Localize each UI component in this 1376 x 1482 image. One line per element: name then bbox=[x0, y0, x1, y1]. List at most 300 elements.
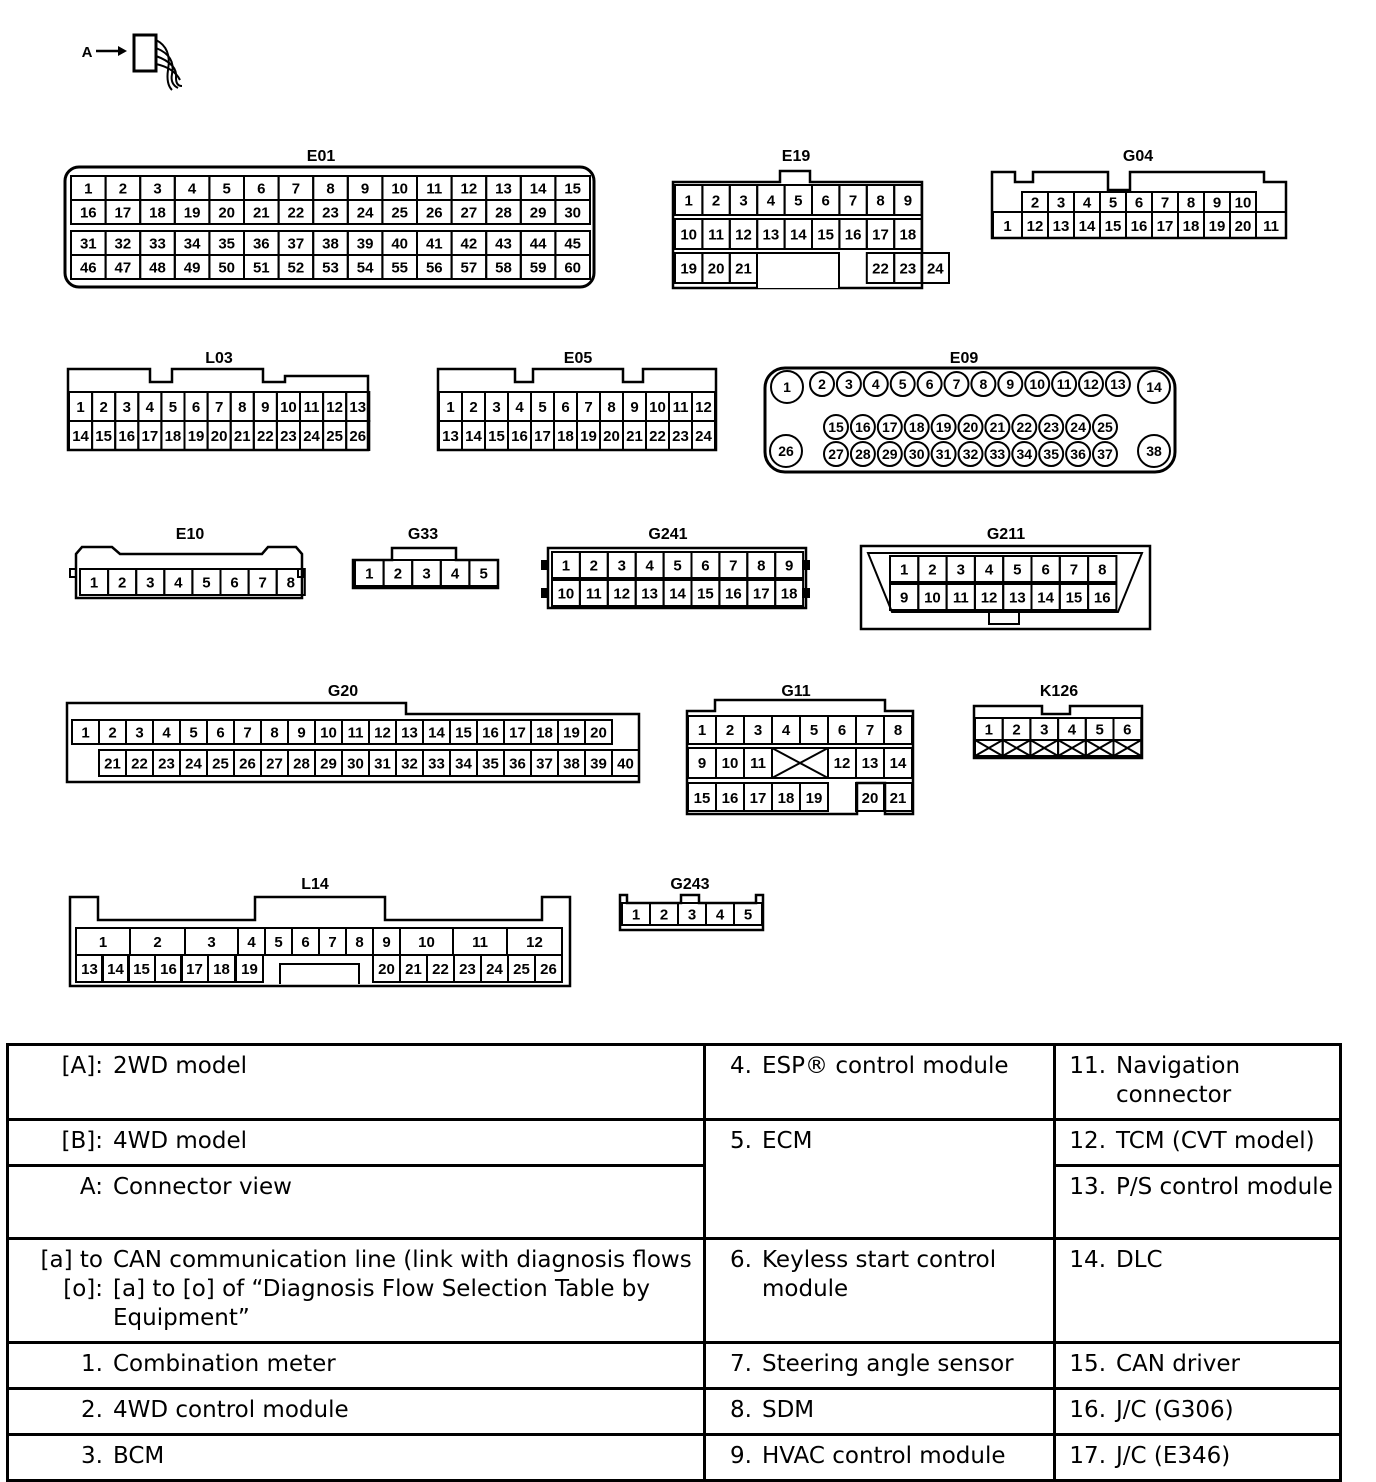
pin-label: 12 bbox=[374, 724, 391, 742]
connector-view-icon bbox=[96, 35, 182, 90]
pin-label: 3 bbox=[207, 934, 216, 951]
pin-label: 12 bbox=[1026, 218, 1044, 235]
pin-label: 14 bbox=[669, 585, 686, 603]
pin-label: 3 bbox=[146, 574, 155, 592]
pin-label: 32 bbox=[962, 446, 979, 462]
pin-label: 4 bbox=[247, 934, 256, 951]
pin-label: 36 bbox=[252, 235, 270, 253]
pin-label: 20 bbox=[1234, 218, 1252, 235]
pin-label: 1 bbox=[899, 561, 909, 579]
pin-label: 12 bbox=[695, 399, 712, 416]
pin-label: 9 bbox=[697, 755, 707, 772]
pin-label: 15 bbox=[95, 428, 112, 445]
pin-label: 22 bbox=[1016, 419, 1033, 435]
pin-label: 46 bbox=[79, 259, 97, 277]
pin-label: 7 bbox=[584, 399, 593, 416]
pin-label: 5 bbox=[538, 399, 547, 416]
pin-label: 21 bbox=[233, 428, 251, 445]
pin-label: 24 bbox=[695, 428, 712, 445]
pin-label: 31 bbox=[79, 235, 97, 253]
pin-label: 2 bbox=[108, 724, 117, 742]
pin-label: 29 bbox=[320, 755, 337, 773]
pin-label: 15 bbox=[133, 961, 150, 978]
pin-label: 3 bbox=[753, 722, 763, 739]
pin-label: 6 bbox=[701, 557, 710, 575]
pin-label: 10 bbox=[557, 585, 575, 603]
pin-label: 54 bbox=[356, 259, 374, 277]
legend-cell: 15. CAN driver bbox=[1055, 1343, 1341, 1389]
pin-label: 4 bbox=[1082, 194, 1092, 212]
pin-label: 17 bbox=[1156, 218, 1174, 235]
pin-label: 9 bbox=[903, 192, 913, 210]
pin-label: 39 bbox=[590, 755, 607, 773]
pin-label: 52 bbox=[287, 259, 305, 277]
legend-cell: 8. SDM bbox=[705, 1389, 1055, 1435]
pin-label: 18 bbox=[780, 585, 798, 603]
pin-label: 14 bbox=[1146, 379, 1162, 395]
pin-label: 28 bbox=[855, 446, 871, 462]
pin-label: 8 bbox=[757, 557, 766, 575]
pin-label: 4 bbox=[766, 192, 776, 210]
pin-label: 20 bbox=[861, 790, 879, 807]
pin-label: 33 bbox=[149, 235, 166, 253]
pin-label: 35 bbox=[482, 755, 499, 773]
pin-label: 19 bbox=[580, 428, 597, 445]
legend-cell: A: Connector view bbox=[8, 1166, 705, 1239]
pin-label: 7 bbox=[291, 180, 301, 198]
pin-label: 30 bbox=[908, 446, 925, 462]
connector-title-e19: E19 bbox=[781, 148, 811, 165]
pin-label: 12 bbox=[613, 585, 631, 603]
pin-label: 38 bbox=[322, 235, 339, 253]
legend-cell: 16. J/C (G306) bbox=[1055, 1389, 1341, 1435]
pin-label: 23 bbox=[1043, 419, 1059, 435]
pin-label: 15 bbox=[828, 419, 844, 435]
pin-label: 1 bbox=[76, 399, 85, 416]
pin-label: 17 bbox=[534, 428, 551, 445]
pin-label: 6 bbox=[191, 399, 201, 416]
pin-label: 3 bbox=[492, 399, 501, 416]
pin-label: 16 bbox=[1130, 218, 1148, 235]
pin-label: 6 bbox=[230, 574, 239, 592]
pin-label: 20 bbox=[210, 428, 228, 445]
legend-table bbox=[6, 1043, 1342, 1482]
pin-label: 11 bbox=[303, 399, 320, 416]
pin-label: 26 bbox=[239, 755, 256, 773]
connector-title-g241: G241 bbox=[648, 526, 688, 543]
pin-label: 22 bbox=[649, 428, 666, 445]
pin-label: 1 bbox=[631, 906, 641, 924]
pin-label: 3 bbox=[1056, 194, 1066, 212]
pin-label: 29 bbox=[882, 446, 898, 462]
pin-label: 3 bbox=[122, 399, 131, 416]
pin-label: 48 bbox=[149, 259, 166, 277]
pin-label: 23 bbox=[280, 428, 297, 445]
pin-label: 38 bbox=[1146, 443, 1162, 459]
pin-label: 24 bbox=[356, 204, 374, 222]
pin-label: 5 bbox=[898, 376, 907, 392]
legend-cell: [B]: 4WD model bbox=[8, 1120, 705, 1166]
pin-label: 8 bbox=[1186, 194, 1196, 212]
pin-label: 2 bbox=[589, 557, 599, 575]
pin-label: 11 bbox=[952, 589, 969, 607]
pin-label: 18 bbox=[1182, 218, 1200, 235]
pin-label: 7 bbox=[865, 722, 875, 739]
pin-label: 4 bbox=[871, 376, 880, 392]
pin-label: 43 bbox=[495, 235, 512, 253]
pin-label: 6 bbox=[837, 722, 847, 739]
pin-label: 4 bbox=[187, 180, 197, 198]
connector-title-g04: G04 bbox=[1122, 148, 1154, 165]
pin-label: 18 bbox=[908, 419, 925, 435]
pin-label: 3 bbox=[422, 565, 431, 583]
pin-label: 12 bbox=[1083, 376, 1099, 392]
pin-label: 4 bbox=[645, 557, 654, 575]
pin-label: 19 bbox=[1208, 218, 1226, 235]
pin-label: 51 bbox=[252, 259, 270, 277]
pin-label: 2 bbox=[117, 574, 127, 592]
pin-label: 7 bbox=[243, 724, 252, 742]
pin-label: 1 bbox=[98, 934, 108, 951]
connector-title-e09: E09 bbox=[949, 350, 979, 367]
pin-label: 9 bbox=[360, 180, 370, 198]
pin-label: 1 bbox=[561, 557, 571, 575]
pin-label: 4 bbox=[781, 722, 791, 739]
pin-label: 34 bbox=[455, 755, 472, 773]
pin-label: 27 bbox=[828, 446, 844, 462]
pin-label: 47 bbox=[114, 259, 132, 277]
pin-label: 4 bbox=[450, 565, 460, 583]
pin-label: 2 bbox=[1030, 194, 1040, 212]
pin-label: 7 bbox=[729, 557, 738, 575]
legend-cell: 9. HVAC control module bbox=[705, 1435, 1055, 1481]
pin-label: 3 bbox=[153, 180, 162, 198]
pin-label: 15 bbox=[693, 790, 711, 807]
pin-label: 24 bbox=[303, 428, 320, 445]
pin-label: 41 bbox=[425, 235, 443, 253]
pin-label: 8 bbox=[607, 399, 616, 416]
pin-label: 34 bbox=[183, 235, 201, 253]
pin-label: 18 bbox=[899, 226, 917, 244]
pin-label: 13 bbox=[81, 961, 98, 978]
pin-label: 8 bbox=[1098, 561, 1107, 579]
pin-label: 2 bbox=[393, 565, 403, 583]
pin-label: 18 bbox=[557, 428, 574, 445]
pin-label: 6 bbox=[301, 934, 310, 951]
pin-label: 24 bbox=[926, 260, 944, 278]
pin-label: 7 bbox=[1069, 561, 1079, 579]
pin-label: 3 bbox=[1040, 721, 1049, 739]
pin-label: 9 bbox=[1006, 376, 1015, 392]
pin-label: 2 bbox=[99, 399, 108, 416]
pin-label: 4 bbox=[515, 399, 524, 416]
pin-label: 37 bbox=[287, 235, 305, 253]
pin-label: 14 bbox=[72, 428, 89, 445]
pin-label: 3 bbox=[687, 906, 697, 924]
pin-label: 37 bbox=[536, 755, 553, 773]
pin-label: 3 bbox=[617, 557, 626, 575]
pin-label: 4 bbox=[162, 724, 171, 742]
pin-label: 22 bbox=[287, 204, 305, 222]
connector-title-l03: L03 bbox=[205, 350, 233, 367]
pin-label: 11 bbox=[750, 755, 766, 772]
pin-label: 20 bbox=[218, 204, 236, 222]
pin-label: 11 bbox=[672, 399, 689, 416]
pin-label: 19 bbox=[680, 260, 698, 278]
pin-label: 28 bbox=[495, 204, 512, 222]
pin-label: 17 bbox=[872, 226, 889, 244]
pin-label: 37 bbox=[1097, 446, 1113, 462]
pin-label: 5 bbox=[743, 906, 753, 924]
pin-label: 6 bbox=[1123, 721, 1132, 739]
pin-label: 24 bbox=[1070, 419, 1086, 435]
pin-label: 8 bbox=[876, 192, 885, 210]
pin-label: 17 bbox=[749, 790, 767, 807]
pin-label: 9 bbox=[630, 399, 639, 416]
legend-cell: 14. DLC bbox=[1055, 1239, 1341, 1343]
pin-label: 3 bbox=[956, 561, 965, 579]
pin-label: 13 bbox=[495, 180, 512, 198]
pin-label: 10 bbox=[280, 399, 297, 416]
pin-label: 30 bbox=[564, 204, 582, 222]
pin-label: 17 bbox=[509, 724, 526, 742]
pin-label: 56 bbox=[425, 259, 443, 277]
pin-label: 24 bbox=[486, 961, 503, 978]
connector-title-e01: E01 bbox=[306, 148, 336, 165]
pin-label: 14 bbox=[107, 961, 124, 978]
pin-label: 2 bbox=[928, 561, 937, 579]
pin-label: 25 bbox=[513, 961, 530, 978]
pin-label: 5 bbox=[168, 399, 178, 416]
pin-label: 17 bbox=[141, 428, 159, 445]
pin-label: 8 bbox=[238, 399, 247, 416]
pin-label: 33 bbox=[989, 446, 1006, 462]
pin-label: 32 bbox=[401, 755, 418, 773]
pin-label: 1 bbox=[697, 722, 707, 739]
pin-label: 10 bbox=[721, 755, 739, 772]
pin-label: 13 bbox=[762, 226, 780, 244]
pin-label: 10 bbox=[418, 934, 435, 951]
pin-label: 11 bbox=[347, 724, 364, 742]
pin-label: 33 bbox=[428, 755, 445, 773]
pin-label: 12 bbox=[460, 180, 478, 198]
pin-label: 3 bbox=[845, 376, 853, 392]
pin-label: 10 bbox=[649, 399, 666, 416]
pin-label: 8 bbox=[893, 722, 903, 739]
pin-label: 11 bbox=[1056, 376, 1072, 392]
pin-label: 13 bbox=[1110, 376, 1126, 392]
pin-label: 14 bbox=[889, 755, 907, 772]
pin-label: 2 bbox=[711, 192, 721, 210]
pin-label: 7 bbox=[214, 399, 224, 416]
pin-label: 17 bbox=[114, 204, 132, 222]
pin-label: 22 bbox=[131, 755, 148, 773]
pin-label: 21 bbox=[104, 755, 121, 773]
pin-label: 29 bbox=[529, 204, 547, 222]
pin-label: 13 bbox=[641, 585, 658, 603]
pin-label: 10 bbox=[1029, 376, 1045, 392]
pin-label: 18 bbox=[536, 724, 553, 742]
pin-label: 1 bbox=[365, 565, 374, 583]
pin-label: 9 bbox=[297, 724, 306, 742]
pin-label: 53 bbox=[322, 259, 339, 277]
pin-label: 5 bbox=[189, 724, 198, 742]
pin-label: 6 bbox=[1134, 194, 1144, 212]
legend-cell: 13. P/S control module bbox=[1055, 1166, 1341, 1239]
pin-label: 16 bbox=[160, 961, 177, 978]
pin-label: 18 bbox=[149, 204, 166, 222]
pin-label: 7 bbox=[1160, 194, 1170, 212]
pin-label: 38 bbox=[563, 755, 580, 773]
pin-label: 10 bbox=[391, 180, 409, 198]
legend-cell: 7. Steering angle sensor bbox=[705, 1343, 1055, 1389]
pin-label: 1 bbox=[783, 379, 791, 395]
pin-label: 13 bbox=[401, 724, 418, 742]
pin-label: 19 bbox=[805, 790, 823, 807]
connector-title-e10: E10 bbox=[175, 526, 205, 543]
pin-label: 36 bbox=[509, 755, 526, 773]
pin-label: 4 bbox=[174, 574, 183, 592]
connector-title-l14: L14 bbox=[301, 876, 329, 893]
legend-cell: 11. Navigation connector bbox=[1055, 1045, 1341, 1120]
pin-label: 35 bbox=[1043, 446, 1059, 462]
pin-label: 3 bbox=[135, 724, 144, 742]
pin-label: 6 bbox=[216, 724, 225, 742]
pin-label: 59 bbox=[529, 259, 547, 277]
pin-label: 15 bbox=[488, 428, 505, 445]
view-marker-label: A bbox=[81, 44, 93, 61]
pin-label: 11 bbox=[585, 585, 602, 603]
pin-label: 10 bbox=[924, 589, 941, 607]
pin-label: 40 bbox=[391, 235, 409, 253]
pin-label: 14 bbox=[1078, 218, 1096, 235]
pin-label: 26 bbox=[540, 961, 557, 978]
pin-label: 5 bbox=[222, 180, 231, 198]
pin-label: 13 bbox=[1052, 218, 1070, 235]
legend-cell: 12. TCM (CVT model) bbox=[1055, 1120, 1341, 1166]
pin-label: 2 bbox=[153, 934, 162, 951]
pin-label: 24 bbox=[185, 755, 202, 773]
pin-label: 55 bbox=[391, 259, 409, 277]
pin-label: 12 bbox=[735, 226, 752, 244]
pin-label: 7 bbox=[848, 192, 858, 210]
pin-label: 15 bbox=[1065, 589, 1083, 607]
pin-label: 17 bbox=[752, 585, 770, 603]
pin-label: 42 bbox=[460, 235, 478, 253]
pin-label: 12 bbox=[980, 589, 998, 607]
pin-label: 26 bbox=[349, 428, 367, 445]
pin-label: 18 bbox=[164, 428, 182, 445]
pin-label: 4 bbox=[145, 399, 155, 416]
pin-label: 7 bbox=[328, 934, 337, 951]
pin-label: 6 bbox=[925, 376, 934, 392]
pin-label: 18 bbox=[777, 790, 795, 807]
pin-label: 17 bbox=[882, 419, 898, 435]
pin-label: 18 bbox=[213, 961, 230, 978]
pin-label: 57 bbox=[460, 259, 478, 277]
pin-label: 5 bbox=[673, 557, 682, 575]
pin-label: 5 bbox=[809, 722, 819, 739]
pin-label: 1 bbox=[89, 574, 99, 592]
pin-label: 11 bbox=[472, 934, 488, 951]
pin-label: 4 bbox=[715, 906, 725, 924]
pin-label: 16 bbox=[482, 724, 499, 742]
pin-label: 6 bbox=[1041, 561, 1050, 579]
pin-label: 16 bbox=[511, 428, 528, 445]
pin-label: 16 bbox=[118, 428, 136, 445]
pin-label: 5 bbox=[202, 574, 211, 592]
connector-title-k126: K126 bbox=[1039, 683, 1079, 700]
pin-label: 16 bbox=[855, 419, 871, 435]
pin-label: 12 bbox=[833, 755, 851, 772]
pin-label: 36 bbox=[1070, 446, 1086, 462]
legend-cell: 2. 4WD control module bbox=[8, 1389, 705, 1435]
pin-label: 6 bbox=[257, 180, 266, 198]
pin-label: 16 bbox=[1093, 589, 1111, 607]
pin-label: 21 bbox=[626, 428, 643, 445]
pin-label: 11 bbox=[1263, 218, 1279, 235]
legend-cell: [a] to [o]: CAN communication line (link with diagnosis flows [a] to [o] of “Diagnosis Flow Selection Table by Equipment” bbox=[8, 1239, 705, 1343]
pin-label: 8 bbox=[270, 724, 279, 742]
pin-label: 5 bbox=[1108, 194, 1118, 212]
legend-cell: [A]: 2WD model bbox=[8, 1045, 705, 1120]
pin-label: 14 bbox=[465, 428, 482, 445]
pin-label: 2 bbox=[725, 722, 735, 739]
pin-label: 2 bbox=[818, 376, 826, 392]
pin-label: 3 bbox=[739, 192, 748, 210]
pin-label: 4 bbox=[984, 561, 994, 579]
pin-label: 23 bbox=[672, 428, 689, 445]
pin-label: 6 bbox=[821, 192, 830, 210]
pin-label: 25 bbox=[326, 428, 343, 445]
E10-housing bbox=[76, 547, 302, 598]
pin-label: 5 bbox=[1013, 561, 1022, 579]
pin-label: 22 bbox=[257, 428, 274, 445]
pin-label: 19 bbox=[935, 419, 952, 435]
pin-label: 22 bbox=[432, 961, 449, 978]
legend-cell: 1. Combination meter bbox=[8, 1343, 705, 1389]
pin-label: 11 bbox=[708, 226, 725, 244]
pin-label: 34 bbox=[1016, 446, 1033, 462]
pin-label: 13 bbox=[442, 428, 459, 445]
legend-cell: 6. Keyless start control module bbox=[705, 1239, 1055, 1343]
legend-cell: 4. ESP® control module bbox=[705, 1045, 1055, 1120]
pin-label: 49 bbox=[183, 259, 201, 277]
pin-label: 1 bbox=[81, 724, 90, 742]
pin-label: 23 bbox=[459, 961, 476, 978]
pin-label: 13 bbox=[349, 399, 367, 416]
connector-title-g20: G20 bbox=[327, 683, 359, 700]
pin-label: 25 bbox=[391, 204, 409, 222]
pin-label: 8 bbox=[326, 180, 335, 198]
pin-label: 16 bbox=[844, 226, 862, 244]
pin-label: 50 bbox=[218, 259, 236, 277]
pin-label: 16 bbox=[721, 790, 739, 807]
pin-label: 8 bbox=[979, 376, 988, 392]
pin-label: 58 bbox=[495, 259, 512, 277]
connector-title-e05: E05 bbox=[563, 350, 593, 367]
pin-label: 26 bbox=[425, 204, 443, 222]
pin-label: 22 bbox=[872, 260, 889, 278]
pin-label: 14 bbox=[428, 724, 445, 742]
pin-label: 16 bbox=[79, 204, 97, 222]
pin-label: 19 bbox=[183, 204, 201, 222]
pin-label: 10 bbox=[320, 724, 337, 742]
legend-cell: 3. BCM bbox=[8, 1435, 705, 1481]
pin-label: 21 bbox=[735, 260, 752, 278]
pin-label: 35 bbox=[218, 235, 236, 253]
pin-label: 15 bbox=[817, 226, 835, 244]
